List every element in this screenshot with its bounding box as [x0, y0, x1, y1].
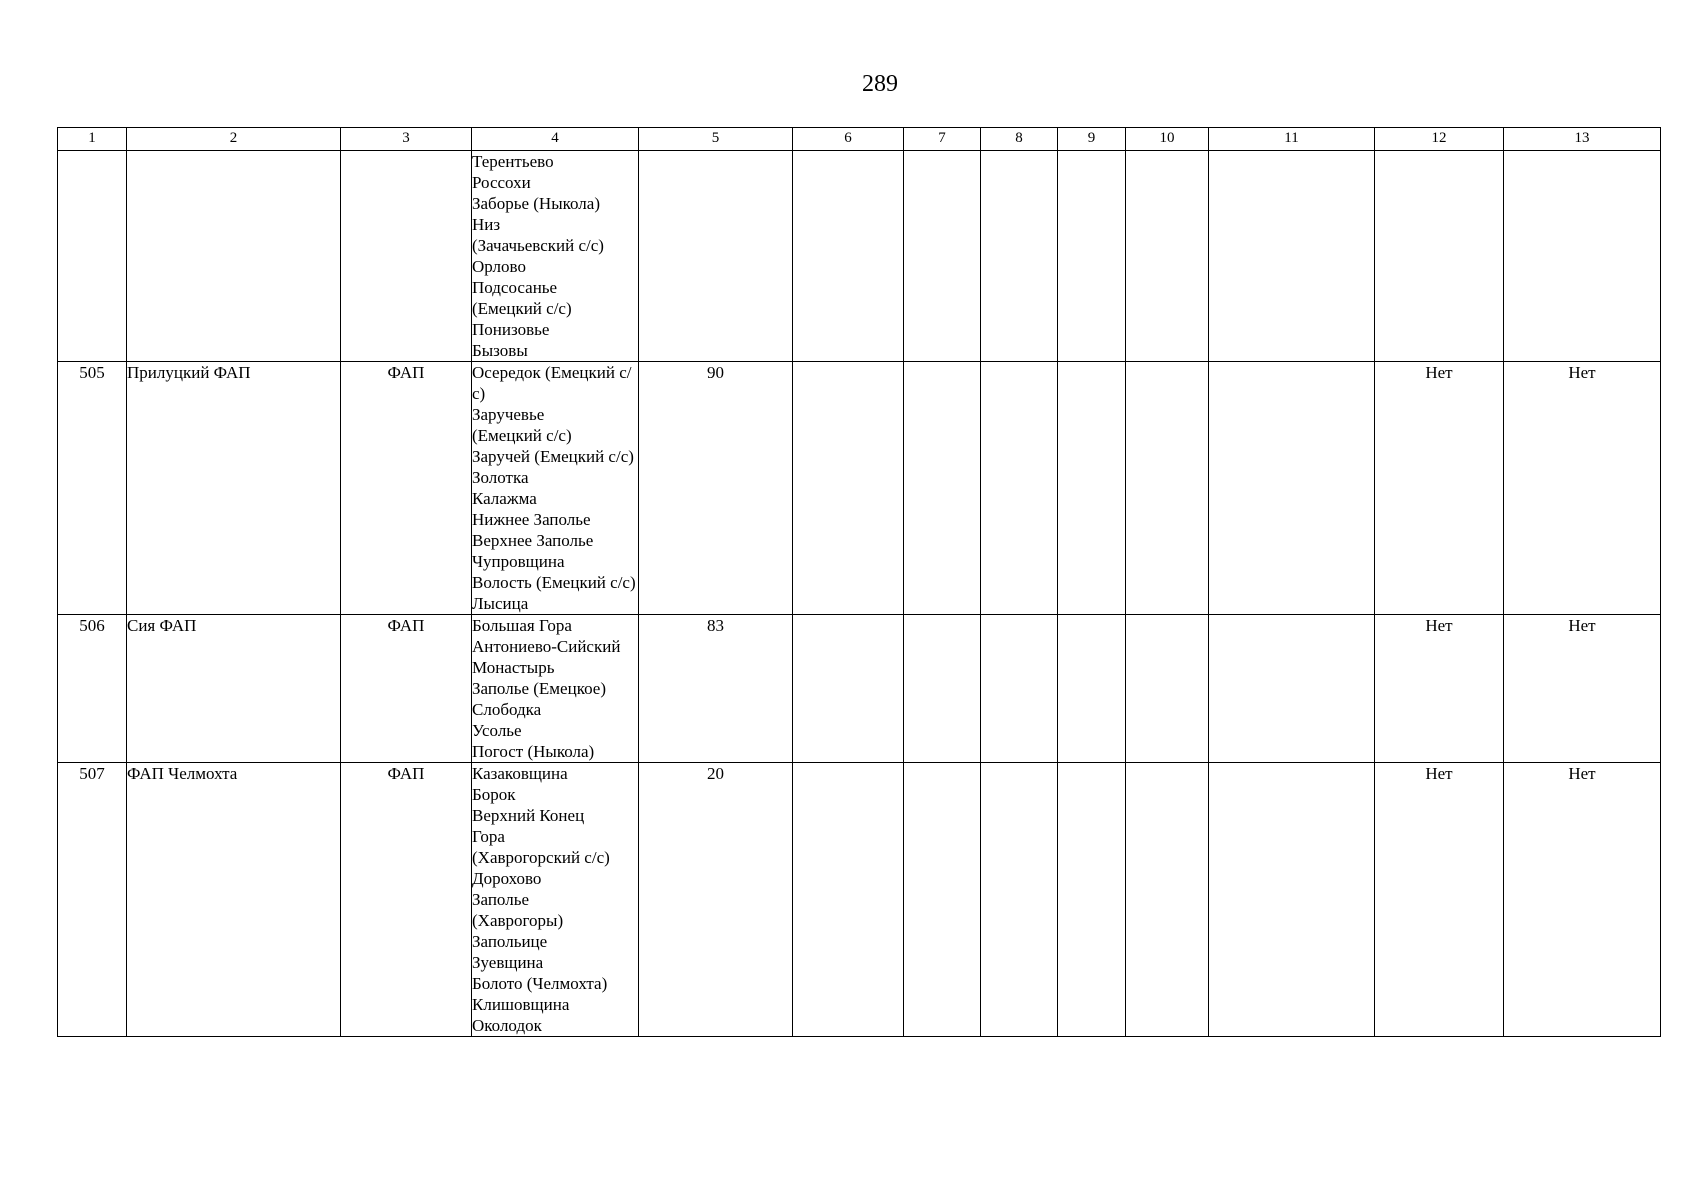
settlement-item: Околодок — [472, 1016, 542, 1035]
facility-name-cell — [127, 151, 341, 362]
settlement-item: Болото (Челмохта) — [472, 974, 608, 993]
settlement-item: Верхнее Заполье — [472, 531, 594, 550]
population-cell: 83 — [639, 615, 793, 763]
data-table — [57, 127, 1661, 1037]
col12-cell: Нет — [1375, 615, 1504, 763]
settlement-item: Казаковщина — [472, 764, 568, 783]
settlement-item: (Емецкий с/с) — [472, 299, 572, 318]
table-row — [58, 151, 1661, 362]
column-header: 4 — [472, 128, 639, 151]
empty-cell — [1058, 362, 1126, 615]
settlement-item: Золотка — [472, 468, 529, 487]
row-number-cell: 506 — [58, 615, 127, 763]
column-header: 1 — [58, 128, 127, 151]
empty-cell — [1058, 763, 1126, 1037]
settlements-cell — [472, 763, 639, 1037]
facility-name-cell: Прилуцкий ФАП — [127, 362, 341, 615]
col13-cell: Нет — [1504, 362, 1661, 615]
row-number-cell — [58, 151, 127, 362]
table-row — [58, 615, 1661, 763]
settlement-item: Борок — [472, 785, 516, 804]
empty-cell — [904, 763, 981, 1037]
empty-cell — [904, 615, 981, 763]
table-header — [58, 128, 1661, 151]
empty-cell — [793, 763, 904, 1037]
empty-cell — [1126, 151, 1209, 362]
settlement-item: Понизовье — [472, 320, 550, 339]
empty-cell — [1209, 615, 1375, 763]
empty-cell — [793, 151, 904, 362]
header-row — [58, 128, 1661, 151]
settlements-cell — [472, 615, 639, 763]
col13-cell — [1504, 151, 1661, 362]
page-number: 289 — [862, 71, 898, 97]
empty-cell — [904, 362, 981, 615]
table-row — [58, 763, 1661, 1037]
empty-cell — [981, 151, 1058, 362]
settlement-item: Заполье (Емецкое) — [472, 679, 606, 698]
empty-cell — [1126, 615, 1209, 763]
settlement-item: Заручей (Емецкий с/с) — [472, 447, 634, 466]
settlement-item: Запольице — [472, 932, 548, 951]
facility-type-cell: ФАП — [341, 615, 472, 763]
settlement-item: Большая Гора — [472, 616, 572, 635]
settlement-item: Подсосанье — [472, 278, 558, 297]
facility-type-cell: ФАП — [341, 362, 472, 615]
settlement-item: Бызовы — [472, 341, 528, 360]
settlement-item: Чупровщина — [472, 552, 565, 571]
settlement-item: Усолье — [472, 721, 522, 740]
settlement-item: Волость (Емецкий с/с) — [472, 573, 636, 592]
settlements-cell — [472, 151, 639, 362]
settlement-item: Калажма — [472, 489, 537, 508]
row-number-cell: 507 — [58, 763, 127, 1037]
settlement-item: Гора — [472, 827, 505, 846]
col13-cell: Нет — [1504, 615, 1661, 763]
empty-cell — [904, 151, 981, 362]
column-header: 2 — [127, 128, 341, 151]
settlement-item: Заборье (Ныкола) — [472, 194, 600, 213]
population-cell — [639, 151, 793, 362]
settlement-item: Лысица — [472, 594, 529, 613]
population-cell: 90 — [639, 362, 793, 615]
settlement-item: (Емецкий с/с) — [472, 426, 572, 445]
column-header: 6 — [793, 128, 904, 151]
empty-cell — [1209, 763, 1375, 1037]
empty-cell — [1058, 615, 1126, 763]
facility-name-cell: ФАП Челмохта — [127, 763, 341, 1037]
empty-cell — [1058, 151, 1126, 362]
col12-cell: Нет — [1375, 362, 1504, 615]
settlement-item: Заручевье — [472, 405, 545, 424]
facility-type-cell — [341, 151, 472, 362]
col12-cell: Нет — [1375, 763, 1504, 1037]
row-number-cell: 505 — [58, 362, 127, 615]
empty-cell — [793, 615, 904, 763]
settlement-item: (Хаврогоры) — [472, 911, 564, 930]
facility-name-cell: Сия ФАП — [127, 615, 341, 763]
settlement-item: Клишовщина — [472, 995, 570, 1014]
settlement-item: Зуевщина — [472, 953, 544, 972]
empty-cell — [1126, 362, 1209, 615]
column-header: 12 — [1375, 128, 1504, 151]
settlement-item: Заполье — [472, 890, 529, 909]
empty-cell — [1209, 362, 1375, 615]
settlements-cell — [472, 362, 639, 615]
settlement-item: Терентьево — [472, 152, 554, 171]
column-header: 10 — [1126, 128, 1209, 151]
settlement-item: Осередок (Емецкий с/с) — [472, 363, 632, 403]
column-header: 7 — [904, 128, 981, 151]
col13-cell: Нет — [1504, 763, 1661, 1037]
empty-cell — [1209, 151, 1375, 362]
facility-type-cell: ФАП — [341, 763, 472, 1037]
settlement-item: Погост (Ныкола) — [472, 742, 595, 761]
settlement-item: Россохи — [472, 173, 531, 192]
table-row — [58, 362, 1661, 615]
settlement-item: Слободка — [472, 700, 542, 719]
empty-cell — [981, 362, 1058, 615]
settlement-item: Орлово — [472, 257, 526, 276]
empty-cell — [981, 615, 1058, 763]
table-body — [58, 151, 1661, 1037]
col12-cell — [1375, 151, 1504, 362]
column-header: 3 — [341, 128, 472, 151]
population-cell: 20 — [639, 763, 793, 1037]
column-header: 8 — [981, 128, 1058, 151]
settlement-item: (Зачачьевский с/с) — [472, 236, 604, 255]
settlement-item: (Хаврогорский с/с) — [472, 848, 610, 867]
column-header: 9 — [1058, 128, 1126, 151]
settlement-item: Верхний Конец — [472, 806, 585, 825]
column-header: 13 — [1504, 128, 1661, 151]
settlement-item: Антониево-Сийский Монастырь — [472, 637, 621, 677]
empty-cell — [1126, 763, 1209, 1037]
settlement-item: Дорохово — [472, 869, 542, 888]
column-header: 5 — [639, 128, 793, 151]
empty-cell — [981, 763, 1058, 1037]
settlement-item: Нижнее Заполье — [472, 510, 591, 529]
settlement-item: Низ — [472, 215, 501, 234]
column-header: 11 — [1209, 128, 1375, 151]
empty-cell — [793, 362, 904, 615]
